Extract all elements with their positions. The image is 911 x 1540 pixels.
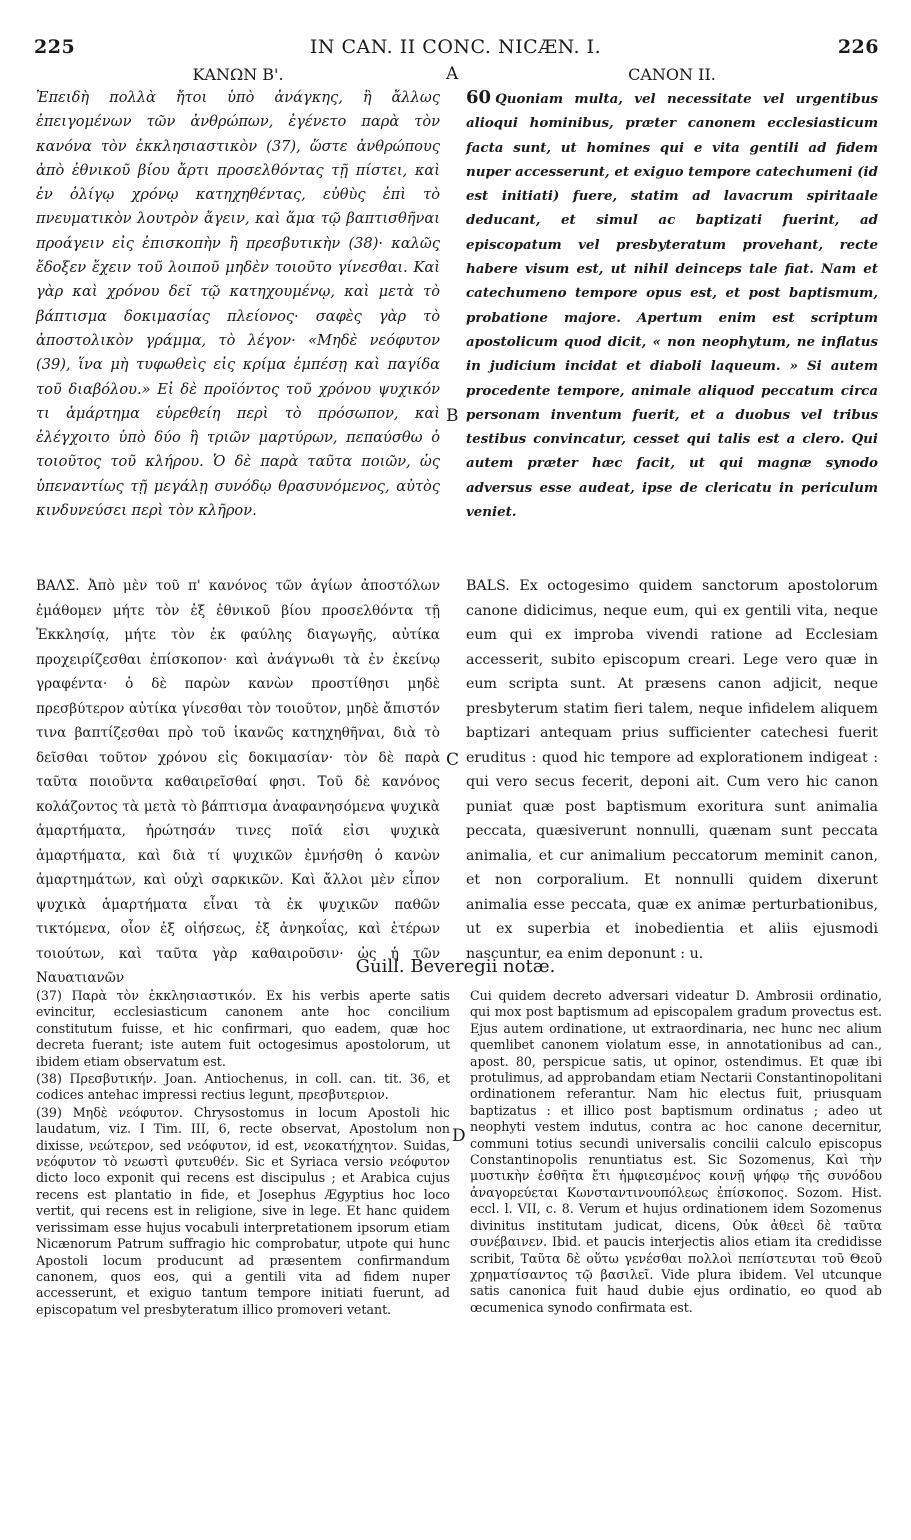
note-39: (39) Μηδὲ νεόφυτον. Chrysostomus in locum Apostoli hic laudatum, viz. I Tim. III, 6, recte observat, Apostolum non dixisse, νεώτερον, sed νεόφυτον, id est, νεοκατήχητον. Suidas, νεόφυτον τὸ νεωστὶ φυτευθέν. Sic et Syriaca versio νεόφυτον dicto loco exponit qui recens est discipulus ; et Arabica cujus recens est plantatio in fide, et Josephus Ægyptius hoc loco vertit, qui recens est in religione, sive in lege. Et hanc quidem verissimam esse hujus vocabuli interpretationem ipsorum etiam Nicænorum Patrum suffragio hic comprobatur, utpote qui hunc Apostoli locum producunt ad præsentem confirmandum canonem, quos eos, qui a gentili vita ad fidem nuper accesserunt, et exiguo tantum tempore initiati fuerunt, ad episcopatum vel presbyteratum illico promoveri vetant. xyxy=(36,1104,450,1317)
notes-heading: Guill. Beveregii notæ. xyxy=(355,956,556,977)
note-37: (37) Παρὰ τὸν ἐκκλησιαστικόν. Ex his verbis aperte satis evincitur, ecclesiasticum canonem ante hoc concilium constitutum fuisse, et hic confirmari, quo eadem, quæ hoc decreta fuerant; iste autem fuit octogesimus apostolorum, ut ibidem etiam observatum est. xyxy=(36,988,450,1069)
running-header xyxy=(30,36,881,62)
note-38: (38) Πρεσβυτικήν. Joan. Antiochenus, in coll. can. tit. 36, et codices antehac impressi rectius legunt, πρεσβυτεριον. xyxy=(36,1071,450,1103)
page-number-left: 225 xyxy=(34,36,76,58)
commentary-greek-column xyxy=(36,574,440,986)
notes-left-column xyxy=(36,988,450,1528)
margin-letter-b: B xyxy=(446,406,459,426)
notes-right-column xyxy=(470,988,882,1528)
column-number: 60 xyxy=(466,87,492,108)
commentary-latin-text: BALS. Ex octogesimo quidem sanctorum apostolorum canone didicimus, neque eum, qui ex gentili vita, neque eum qui ex improba vivendi ratione ad Ecclesiam accesserit, subito episcopum creari. Lege vero quæ in eum scripta sunt. At præsens canon adjicit, neque presbyterum statim fieri talem, neque infidelem aliquem baptizari antequam prius sufficienter catechesi fuerit eruditus : quod hic tempore ad explorationem indigeat : qui vero secus fecerit, deponi ait. Cum vero hic canon puniat quæ post baptismum exoritura sunt animalia peccata, quæsiverunt nonnulli, quænam sunt peccata animalia, et cur animalium peccatorum meminit canon, et non corporalium. Et nonnulli quidem dixerunt animalia esse peccata, quæ ex animæ perturbationibus, ut ex superbia et inobedientia et aliis ejusmodi nascuntur, ea enim deponunt : u. xyxy=(466,578,878,962)
margin-letter-c: C xyxy=(446,750,460,770)
canon-greek-text: Ἐπειδὴ πολλὰ ἤτοι ὑπὸ ἀνάγκης, ἢ ἄλλως ἐπειγομένων τῶν ἀνθρώπων, ἐγένετο παρὰ τὸν κανόνα τὸν ἐκκλησιαστικὸν (37), ὥστε ἀνθρώπους ἀπὸ ἐθνικοῦ βίου ἄρτι προσελθόντας τῇ πίστει, καὶ ἐν ὀλίγῳ χρόνῳ κατηχηθέντας, εὐθὺς ἐπὶ τὸ πνευματικὸν λουτρὸν ἄγειν, καὶ ἅμα τῷ βαπτισθῆναι προάγειν εἰς ἐπισκοπὴν ἢ πρεσβυτικὴν (38)· καλῶς ἔδοξεν ἔχειν τοῦ λοιποῦ μηδὲν τοιοῦτο γίνεσθαι. Καὶ γὰρ καὶ χρόνου δεῖ τῷ κατηχουμένῳ, καὶ μετὰ τὸ βάπτισμα δοκιμασίας πλείονος· σαφὲς γὰρ τὸ ἀποστολικὸν γράμμα, τὸ λέγον· «Μηδὲ νεόφυτον (39), ἵνα μὴ τυφωθεὶς εἰς κρίμα ἐμπέσῃ καὶ παγίδα τοῦ διαβόλου.» Εἰ δὲ προϊόντος τοῦ χρόνου ψυχικόν τι ἁμάρτημα εὑρεθείη περὶ τὸ πρόσωπον, καὶ ἐλέγχοιτο ὑπὸ δύο ἢ τριῶν μαρτύρων, πεπαύσθω ὁ τοιοῦτος τοῦ κλήρου. Ὁ δὲ παρὰ ταῦτα ποιῶν, ὡς ὑπεναντίως τῇ μεγάλῃ συνόδῳ θρασυνόμενος, αὐτὸς κινδυνεύσει περὶ τὸν κλῆρον. xyxy=(36,89,440,520)
canon-latin-paragraph xyxy=(466,86,878,524)
margin-letter-d: D xyxy=(452,1126,466,1146)
margin-letter-a: A xyxy=(446,64,459,84)
canon-latin-column xyxy=(466,64,878,554)
canon-latin-title: CANON II. xyxy=(628,65,716,84)
running-title: IN CAN. II CONC. NICÆN. I. xyxy=(309,36,602,58)
commentary-greek-text: ΒΑΛΣ. Ἀπὸ μὲν τοῦ π' κανόνος τῶν ἁγίων ἀποστόλων ἐμάθομεν μήτε τὸν ἐξ ἐθνικοῦ βίου προσελθόντα τῇ Ἐκκλησίᾳ, μήτε τὸν ἐκ φαύλης διαγωγῆς, αὐτίκα προχειρίζεσθαι ἐπίσκοπον· καὶ ἀνάγνωθι τὰ ἐν ἐκείνῳ γραφέντα· ὁ δὲ παρὼν κανὼν προστίθησι μηδὲ πρεσβύτερον αὐτίκα γίνεσθαι τὸν τοιοῦτον, μηδὲ ἄπιστόν τινα βαπτίζεσθαι πρὸ τοῦ ἱκανῶς κατηχηθῆναι, διὰ τὸ δεῖσθαι τοῦτον χρόνου εἰς δοκιμασίαν· τὸν δὲ παρὰ ταῦτα ποιοῦντα καθαιρεῖσθαί φησι. Τοῦ δὲ κανόνος κολάζοντος τὰ μετὰ τὸ βάπτισμα ἀναφανησόμενα ψυχικὰ ἁμαρτήματα, ἠρώτησάν τινες ποῖά εἰσι ψυχικὰ ἁμαρτήματα, καὶ διὰ τί ψυχικῶν ἐμνήσθη ὁ κανὼν ἁμαρτημάτων, καὶ οὐχὶ σαρκικῶν. Καὶ ἄλλοι μὲν εἶπον ψυχικὰ ἁμαρτήματα εἶναι τὰ ἐκ ψυχικῶν παθῶν τικτόμενα, οἷον ἐξ οἰήσεως, ἐξ ἀνηκοΐας, καὶ ἑτέρων τοιούτων, καὶ ταῦτα γὰρ καθαιροῦσιν· ὡς ἡ τῶν Ναυατιανῶν xyxy=(36,578,440,986)
note-continuation: Cui quidem decreto adversari videatur D. Ambrosii ordinatio, qui mox post baptismum ad episcopalem gradum provectus est. Ejus autem ordinatione, ut extraordinaria, nec hunc nec alium quemlibet canonem violatum esse, in annotationibus ad can., apost. 80, perspicue satis, ut opinor, ostendimus. Et quæ ibi protulimus, ad approbandam etiam Nectarii Constantinopolitani ordinationem referantur. Nam hic electus fuit, priusquam baptizatus : et illico post baptismum ordinatus ; adeo ut neophyti vestem indutus, contra ac hoc canone decernitur, communi totius secundi universalis concilii calculo episcopus Constantinopolis renuntiatus est. Sic Sozomenus, Καὶ τὴν μυστικὴν ἐσθῆτα ἔτι ἠμφιεσμένος κοινῇ ψήφῳ τῆς συνόδου ἀναγορεύεται Κωνσταντινουπόλεως ἐπίσκοπος. Sozom. Hist. eccl. l. VII, c. 8. Verum et hujus ordinationem idem Sozomenus divinitus institutam judicat, dicens, Οὐκ ἀθεεὶ δὲ ταῦτα συνέβαινεν. Ibid. et paucis interjectis alios etiam ita credidisse scribit, Ταῦτα δὲ οὕτω γενέσθαι πολλοὶ πεπίστευται τοῦ Θεοῦ χρηματίσαντος τῷ βασιλεῖ. Vide plura ibidem. Vel utcunque satis canonica fuit haud dubie ejus ordinatio, eo quod ab œcumenica synodo confirmata est. xyxy=(470,988,882,1315)
commentary-latin-column xyxy=(466,574,878,962)
canon-greek-column xyxy=(36,64,440,554)
canon-latin-text: Quoniam multa, vel necessitate vel urgentibus alioqui hominibus, præter canonem ecclesiasticum facta sunt, ut homines qui e vita gentili ad fidem nuper accesserunt, et exiguo tempore catechumeni (id est initiati) fuere, statim ad lavacrum spiritaale deducant, et simul ac baptizati fuerint, ad episcopatum vel presbyteratum provehant, recte habere visum est, ut nihil deinceps tale fiat. Nam et catechumeno tempore opus est, et post baptismum, probatione majore. Apertum enim est scriptum apostolicum quod dicit, « non neophytum, ne inflatus in judicium incidat et diaboli laqueum. » Si autem procedente tempore, animale aliquod peccatum circa personam inventum fuerit, et a duobus vel tribus testibus convincatur, cesset qui talis est a clero. Qui autem præter hæc facit, ut qui magnæ synodo adversus esse audeat, ipse de clericatu in periculum veniet. xyxy=(466,91,878,521)
canon-greek-title: ΚΑΝΩΝ Β'. xyxy=(192,65,284,84)
page-number-right: 226 xyxy=(837,36,879,58)
